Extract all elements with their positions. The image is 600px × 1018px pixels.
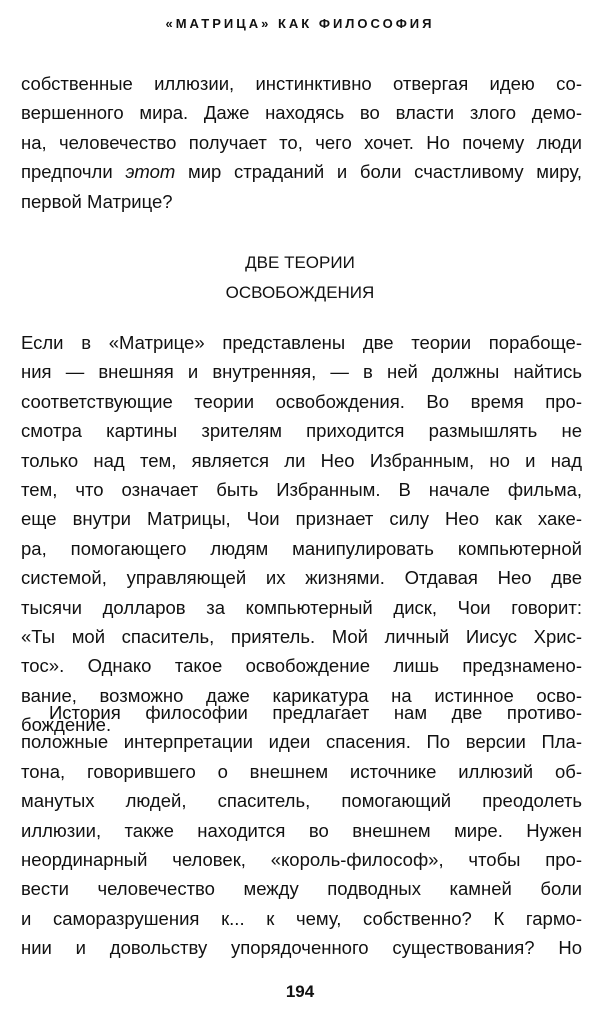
text-line: «Ты мой спаситель, приятель. Мой личный Иисус Хрис- bbox=[21, 625, 582, 647]
text-line: ра, помогающего людям манипулировать компьютерной bbox=[21, 537, 582, 559]
text-line: тем, что означает быть Избранным. В начале фильма, bbox=[21, 478, 582, 500]
page-number: 194 bbox=[285, 982, 315, 1001]
text-line: системой, управляющей их жизнями. Отдавая Нео две bbox=[21, 567, 582, 589]
section-heading-line: ДВЕ ТЕОРИИ bbox=[245, 253, 355, 272]
paragraph-3 bbox=[21, 698, 582, 963]
text-line: соответствующие теории освобождения. Во время про- bbox=[21, 390, 582, 412]
text-line: неординарный человек, «король-философ», чтобы про- bbox=[21, 848, 582, 870]
text-line: на, человечество получает то, чего хочет. Но почему люди bbox=[21, 131, 582, 153]
text-line: манутых людей, спаситель, помогающий преодолеть bbox=[21, 790, 582, 812]
text-line: тона, говорившего о внешнем источнике иллюзий об- bbox=[21, 760, 582, 782]
section-heading-line: ОСВОБОЖДЕНИЯ bbox=[225, 283, 375, 302]
text-line: тысячи долларов за компьютерный диск, Чои говорит: bbox=[21, 596, 582, 618]
text-line: тос». Однако такое освобождение лишь предзнамено- bbox=[21, 655, 582, 677]
text-line: Если в «Матрице» представлены две теории порабоще- bbox=[21, 332, 582, 353]
paragraph-2 bbox=[21, 328, 582, 739]
text-line: ния — внешняя и внутренняя, — в ней должны найтись bbox=[21, 361, 582, 383]
text-line: собственные иллюзии, инстинктивно отвергая идею со- bbox=[21, 73, 582, 94]
text-span: мир страданий и боли счастливому миру, bbox=[175, 161, 582, 183]
text-line: История философии предлагает нам две противо- bbox=[49, 702, 582, 723]
text-line: только над тем, является ли Нео Избранным, но и над bbox=[21, 449, 582, 471]
emphasized-text: этот bbox=[125, 161, 176, 183]
text-line: первой Матрице? bbox=[21, 190, 173, 212]
text-line: иллюзии, также находится во внешнем мире. Нужен bbox=[21, 819, 582, 841]
text-line: вершенного мира. Даже находясь во власти злого демо- bbox=[21, 102, 582, 124]
text-line: еще внутри Матрицы, Чои признает силу Нео как хаке- bbox=[21, 508, 582, 530]
text-line: вести человечество между подводных камней боли bbox=[21, 878, 582, 900]
running-head: «МАТРИЦА» КАК ФИЛОСОФИЯ bbox=[165, 16, 435, 31]
text-span: предпочли bbox=[21, 161, 126, 183]
text-line: бождение. bbox=[21, 714, 112, 736]
text-line: и саморазрушения к... к чему, собственно? К гармо- bbox=[21, 907, 582, 929]
paragraph-1 bbox=[21, 69, 582, 216]
section-heading bbox=[0, 248, 600, 308]
text-line: нии и довольству упорядоченного существования? Но bbox=[21, 937, 582, 959]
text-line bbox=[21, 157, 582, 186]
text-line: смотра картины зрителям приходится размышлять не bbox=[21, 420, 582, 442]
text-line: вание, возможно даже карикатура на истинное осво- bbox=[21, 684, 582, 706]
text-line: положные интерпретации идеи спасения. По версии Пла- bbox=[21, 731, 582, 753]
